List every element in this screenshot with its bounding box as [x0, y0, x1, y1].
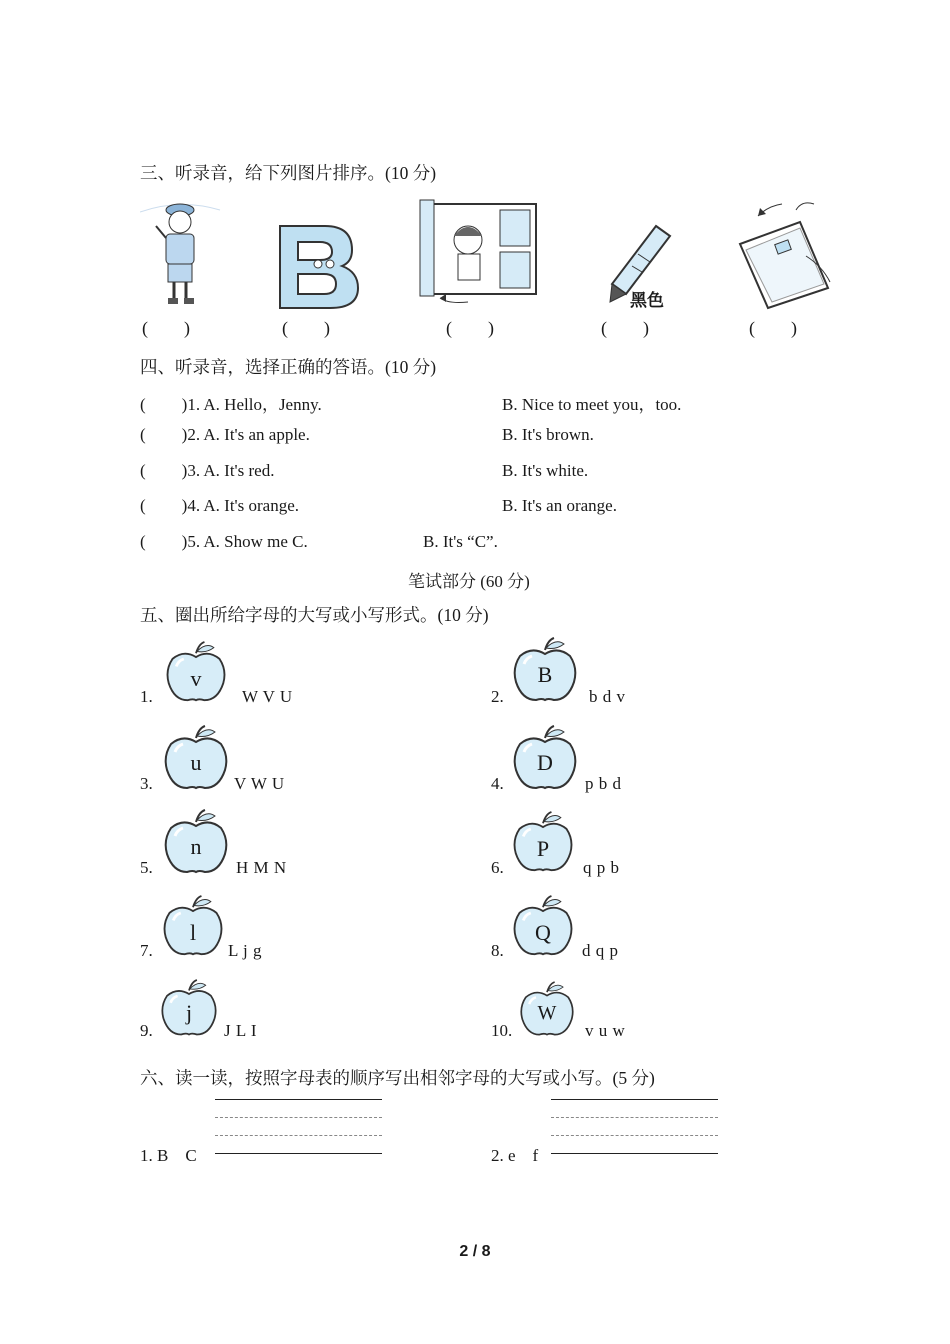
apple-letter: P [536, 836, 550, 861]
apple-icon [160, 978, 226, 1048]
picture-answer-bracket[interactable]: ( ) [282, 318, 330, 338]
letter-choices[interactable]: V W U [234, 774, 285, 793]
answer-bracket-open[interactable]: ( [140, 461, 146, 480]
window-picture [418, 196, 543, 311]
option-b: B. It's “C”. [423, 532, 498, 551]
apple-letter: Q [535, 920, 551, 945]
apple-icon [512, 894, 578, 964]
option-a: )3. A. It's red. [181, 461, 275, 480]
answer-bracket-open[interactable]: ( [140, 496, 146, 515]
item-number: 3. [140, 774, 153, 793]
apple-letter: n [190, 834, 202, 859]
section6-heading: 六、读一读，按照字母表的顺序写出相邻字母的大写或小写。(5 分) [140, 1068, 655, 1088]
apple-icon [512, 724, 578, 794]
letter-b-picture [270, 218, 365, 313]
letter-choices[interactable]: H M N [236, 858, 287, 877]
item-number: 6. [491, 858, 504, 877]
apple-icon [512, 636, 578, 706]
writing-line-base[interactable] [551, 1153, 718, 1154]
option-a: )1. A. Hello，Jenny. [181, 395, 322, 414]
answer-bracket-open[interactable]: ( [140, 425, 146, 444]
page-number: 2 / 8 [459, 1243, 491, 1260]
letter-choices[interactable]: W V U [242, 687, 293, 706]
writing-line-base[interactable] [215, 1153, 382, 1154]
apple-letter: v [190, 666, 202, 691]
item-number: 1. [140, 687, 153, 706]
letter-choices[interactable]: d q p [582, 941, 619, 960]
question-row [140, 425, 310, 445]
item-number: 7. [140, 941, 153, 960]
picture-answer-bracket[interactable]: ( ) [749, 318, 797, 338]
item-number: 9. [140, 1021, 153, 1040]
apple-icon [163, 808, 229, 878]
adjacent-letters-1: 1. B C [140, 1146, 197, 1165]
question-row [140, 461, 274, 481]
option-a: )4. A. It's orange. [181, 496, 299, 515]
question-row [140, 390, 322, 415]
writing-line-dotted [551, 1117, 718, 1118]
apple-letter: u [190, 750, 202, 775]
apple-letter: W [537, 1002, 557, 1024]
picture-answer-bracket[interactable]: ( ) [601, 318, 649, 338]
letter-choices[interactable]: J L I [224, 1021, 258, 1040]
written-section-title: 笔试部分 (60 分) [408, 572, 530, 591]
option-b: B. It's brown. [502, 425, 594, 444]
item-number: 10. [491, 1021, 513, 1040]
option-a: )5. A. Show me C. [181, 532, 308, 551]
letter-choices[interactable]: v u w [585, 1021, 626, 1040]
item-number: 4. [491, 774, 504, 793]
apple-icon [163, 724, 229, 794]
section3-heading: 三、听录音，给下列图片排序。(10 分) [140, 163, 437, 183]
letter-choices[interactable]: b d v [589, 687, 626, 706]
apple-icon [165, 640, 231, 710]
apple-letter: j [185, 1000, 193, 1025]
boy-picture [140, 192, 280, 312]
picture-answer-bracket[interactable]: ( ) [142, 318, 190, 338]
item-number: 2. [491, 687, 504, 706]
writing-line-top [215, 1099, 382, 1100]
letter-choices[interactable]: L j g [228, 941, 262, 960]
writing-line-dotted [215, 1117, 382, 1118]
crayon-label: 黑色 [630, 291, 664, 311]
apple-letter: l [189, 920, 197, 945]
item-number: 8. [491, 941, 504, 960]
letter-choices[interactable]: q p b [583, 858, 620, 877]
answer-bracket-open[interactable]: ( [140, 532, 146, 551]
letter-choices[interactable]: p b d [585, 774, 622, 793]
writing-line-top [551, 1099, 718, 1100]
adjacent-letters-2: 2. e f [491, 1146, 539, 1165]
writing-line-dotted [215, 1135, 382, 1136]
option-b: B. It's white. [502, 461, 589, 480]
item-number: 5. [140, 858, 153, 877]
book-picture [736, 196, 836, 311]
apple-icon [512, 810, 578, 880]
apple-icon [162, 894, 228, 964]
option-a: )2. A. It's an apple. [181, 425, 310, 444]
option-b: B. It's an orange. [502, 496, 617, 515]
option-b: B. Nice to meet you，too. [502, 395, 682, 414]
section5-heading: 五、圈出所给字母的大写或小写形式。(10 分) [140, 605, 489, 625]
section4-heading: 四、听录音，选择正确的答语。(10 分) [140, 357, 437, 377]
question-row [140, 496, 299, 516]
apple-letter: D [537, 750, 553, 775]
apple-letter: B [537, 662, 553, 687]
picture-answer-bracket[interactable]: ( ) [446, 318, 494, 338]
question-row [140, 532, 308, 552]
apple-icon [519, 980, 585, 1050]
writing-line-dotted [551, 1135, 718, 1136]
answer-bracket-open[interactable]: ( [140, 395, 146, 414]
